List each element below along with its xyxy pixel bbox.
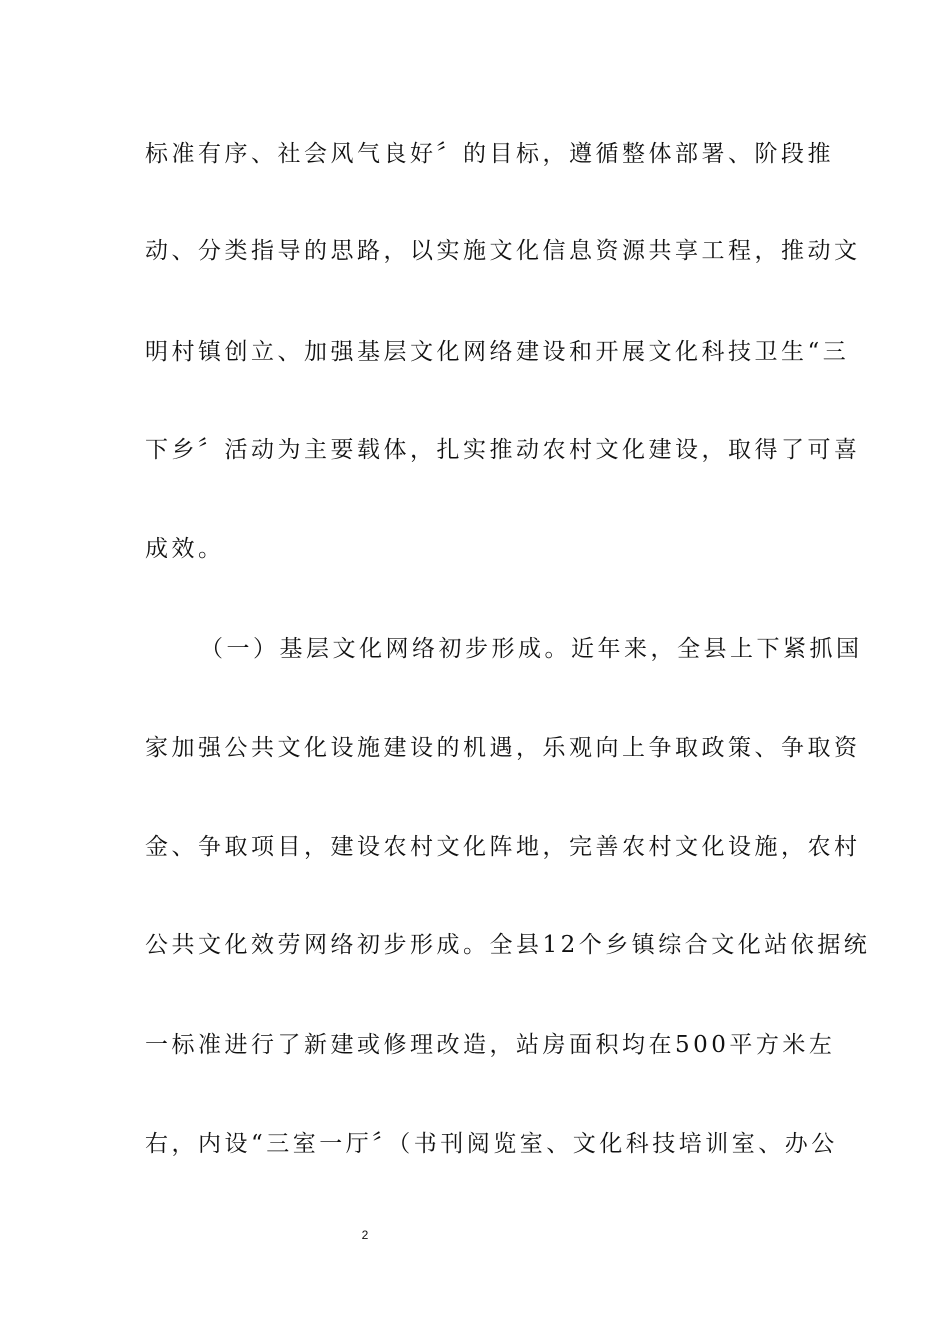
- text-line-2: 动、分类指导的思路，以实施文化信息资源共享工程，推动文: [145, 238, 861, 264]
- text-line-9: 公共文化效劳网络初步形成。全县12个乡镇综合文化站依据统: [145, 932, 871, 958]
- text-line-3: 明村镇创立、加强基层文化网络建设和开展文化科技卫生“三: [145, 339, 850, 365]
- text-line-7: 家加强公共文化设施建设的机遇，乐观向上争取政策、争取资: [145, 735, 861, 761]
- text-line-5: 成效。: [145, 536, 225, 562]
- page-number: 2: [361, 1228, 369, 1242]
- text-line-1: 标准有序、社会风气良好〞的目标，遵循整体部署、阶段推: [145, 141, 834, 167]
- section-heading-line: （一）基层文化网络初步形成。近年来，全县上下紧抓国: [200, 636, 863, 662]
- text-line-10: 一标准进行了新建或修理改造，站房面积均在500平方米左: [145, 1032, 836, 1058]
- text-line-11: 右，内设“三室一厅〞（书刊阅览室、文化科技培训室、办公: [145, 1131, 838, 1157]
- text-line-8: 金、争取项目，建设农村文化阵地，完善农村文化设施，农村: [145, 834, 861, 860]
- text-line-4: 下乡〞活动为主要载体，扎实推动农村文化建设，取得了可喜: [145, 437, 861, 463]
